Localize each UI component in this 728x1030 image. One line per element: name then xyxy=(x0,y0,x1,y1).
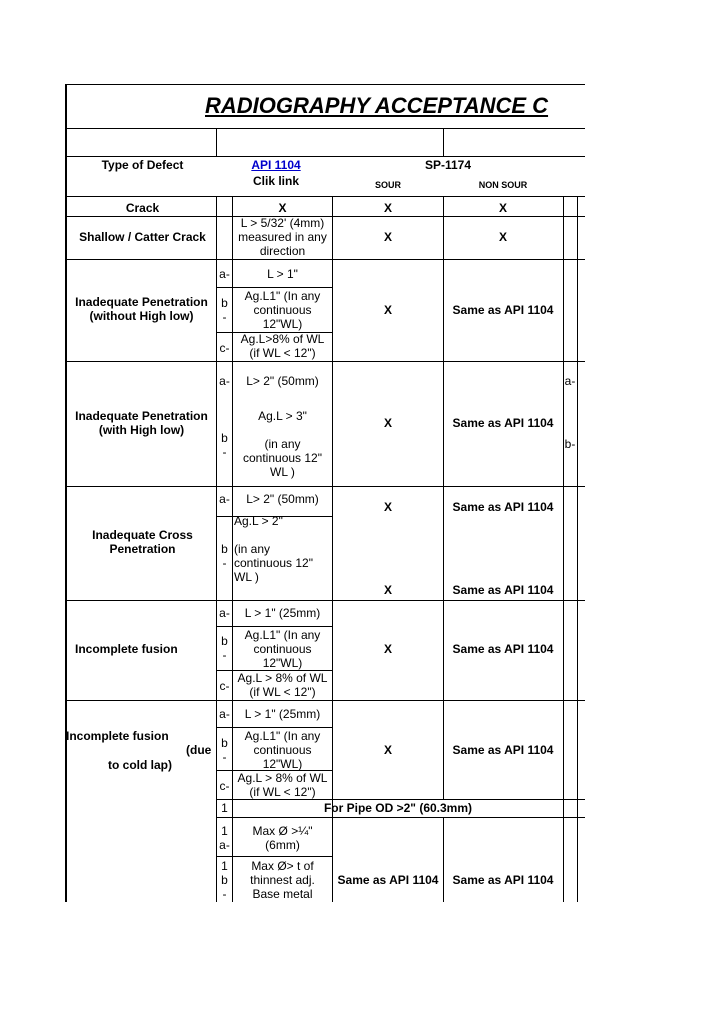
criteria-label: c- xyxy=(219,341,230,355)
sour-value: X xyxy=(383,583,392,597)
sour-value: X xyxy=(383,642,392,656)
grid-line xyxy=(217,799,585,800)
defect-incomplete-fusion-cold-lap-due: (due xyxy=(186,743,212,757)
criteria-label: c- xyxy=(219,679,230,693)
criteria-divider xyxy=(217,287,332,288)
header-non-sour: NON SOUR xyxy=(478,180,528,190)
criteria-text: Max Ø> t of thinnest adj. Base metal xyxy=(250,859,315,901)
right-edge-label: b- xyxy=(564,437,576,451)
header-sp: SP-1174 xyxy=(424,158,472,172)
criteria-divider xyxy=(217,727,332,728)
grid-line xyxy=(65,600,585,601)
defect-incomplete-fusion-cold-lap: Incomplete fusion xyxy=(66,729,169,743)
criteria-divider xyxy=(217,856,332,857)
col-line xyxy=(332,196,333,902)
grid-line xyxy=(65,196,585,197)
criteria-divider xyxy=(217,626,332,627)
criteria-label: a- xyxy=(219,374,230,388)
non-sour-value: X xyxy=(498,201,507,215)
criteria-text: Ag.L > 8% of WL (if WL < 12") xyxy=(237,671,328,699)
criteria-label: a- xyxy=(219,606,230,620)
criteria-text: X xyxy=(278,201,287,215)
grid-line xyxy=(65,361,585,362)
col-line xyxy=(443,817,444,902)
sour-value: Same as API 1104 xyxy=(337,873,439,887)
sour-value: X xyxy=(383,500,392,514)
sheet-title: RADIOGRAPHY ACCEPTANCE C xyxy=(205,93,549,118)
criteria-text: L> 2" (50mm) xyxy=(246,374,319,388)
criteria-text: L > 5/32' (4mm) measured in any direction xyxy=(238,216,327,258)
col-line xyxy=(577,196,578,902)
subheader-divider xyxy=(65,156,585,157)
defect-inadequate-penetration: Inadequate Penetration (without High low) xyxy=(75,295,208,323)
defect-inadequate-penetration-high-low: Inadequate Penetration (with High low) xyxy=(75,409,208,437)
defect-shallow-crack: Shallow / Catter Crack xyxy=(79,230,206,244)
criteria-text: Ag.L1" (In any continuous 12"WL) xyxy=(244,628,321,670)
grid-line xyxy=(65,700,585,701)
criteria-text: L > 1" (25mm) xyxy=(244,707,321,721)
section-text: For Pipe OD >2" (60.3mm) xyxy=(323,801,473,815)
criteria-text: L > 1" xyxy=(267,267,298,281)
col-line xyxy=(563,196,564,902)
non-sour-value: X xyxy=(498,230,507,244)
defect-crack: Crack xyxy=(125,201,160,215)
section-label: 1 xyxy=(221,801,228,815)
header-divider xyxy=(65,128,585,129)
non-sour-value: Same as API 1104 xyxy=(452,500,554,514)
criteria-text: Ag.L1" (In any continuous 12"WL) xyxy=(244,289,321,331)
header-api-link[interactable]: API 1104 xyxy=(251,158,301,172)
criteria-label: b - xyxy=(221,736,228,764)
criteria-label: 1 a- xyxy=(219,824,230,852)
defect-inadequate-cross-penetration: Inadequate Cross Penetration xyxy=(92,528,193,556)
criteria-label: b - xyxy=(221,296,228,324)
sour-value: X xyxy=(383,743,392,757)
right-edge-label: a- xyxy=(564,374,576,388)
criteria-text: Ag.L > 2" (in any continuous 12" WL ) xyxy=(234,514,313,584)
criteria-text: Ag.L1" (In any continuous 12"WL) xyxy=(244,729,321,771)
criteria-text: Ag.L>8% of WL (if WL < 12") xyxy=(240,332,325,360)
criteria-text: Ag.L > 3" (in any continuous 12" WL ) xyxy=(243,409,322,479)
table-left-border xyxy=(65,84,67,902)
non-sour-value: Same as API 1104 xyxy=(452,642,554,656)
defect-incomplete-fusion: Incomplete fusion xyxy=(75,642,178,656)
sour-value: X xyxy=(383,303,392,317)
col-line xyxy=(443,196,444,799)
header-clik-link[interactable]: Clik link xyxy=(252,174,299,188)
grid-line xyxy=(65,259,585,260)
header-col-divider xyxy=(443,128,444,156)
criteria-label: b - xyxy=(221,542,228,570)
criteria-label: a- xyxy=(219,492,230,506)
header-col-divider xyxy=(216,128,217,156)
criteria-label: a- xyxy=(219,267,230,281)
non-sour-value: Same as API 1104 xyxy=(452,743,554,757)
sour-value: X xyxy=(383,230,392,244)
criteria-label: b - xyxy=(221,634,228,662)
header-sour: SOUR xyxy=(374,180,401,190)
criteria-label: 1 b - xyxy=(221,859,228,901)
criteria-text: Max Ø >¼" (6mm) xyxy=(252,824,313,852)
criteria-label: b - xyxy=(221,431,228,459)
sour-value: X xyxy=(383,416,392,430)
grid-line xyxy=(65,486,585,487)
header-type-of-defect: Type of Defect xyxy=(101,158,184,172)
criteria-label: c- xyxy=(219,779,230,793)
defect-incomplete-fusion-cold-lap-line3: to cold lap) xyxy=(108,758,172,772)
criteria-text: Ag.L > 8% of WL (if WL < 12") xyxy=(237,771,328,799)
non-sour-value: Same as API 1104 xyxy=(452,303,554,317)
non-sour-value: Same as API 1104 xyxy=(452,416,554,430)
table-top-border xyxy=(65,84,585,85)
non-sour-value: Same as API 1104 xyxy=(452,583,554,597)
criteria-text: L> 2" (50mm) xyxy=(246,492,319,506)
criteria-text: L > 1" (25mm) xyxy=(244,606,321,620)
grid-line xyxy=(217,817,585,818)
sour-value: X xyxy=(383,201,392,215)
non-sour-value: Same as API 1104 xyxy=(452,873,554,887)
criteria-label: a- xyxy=(219,707,230,721)
